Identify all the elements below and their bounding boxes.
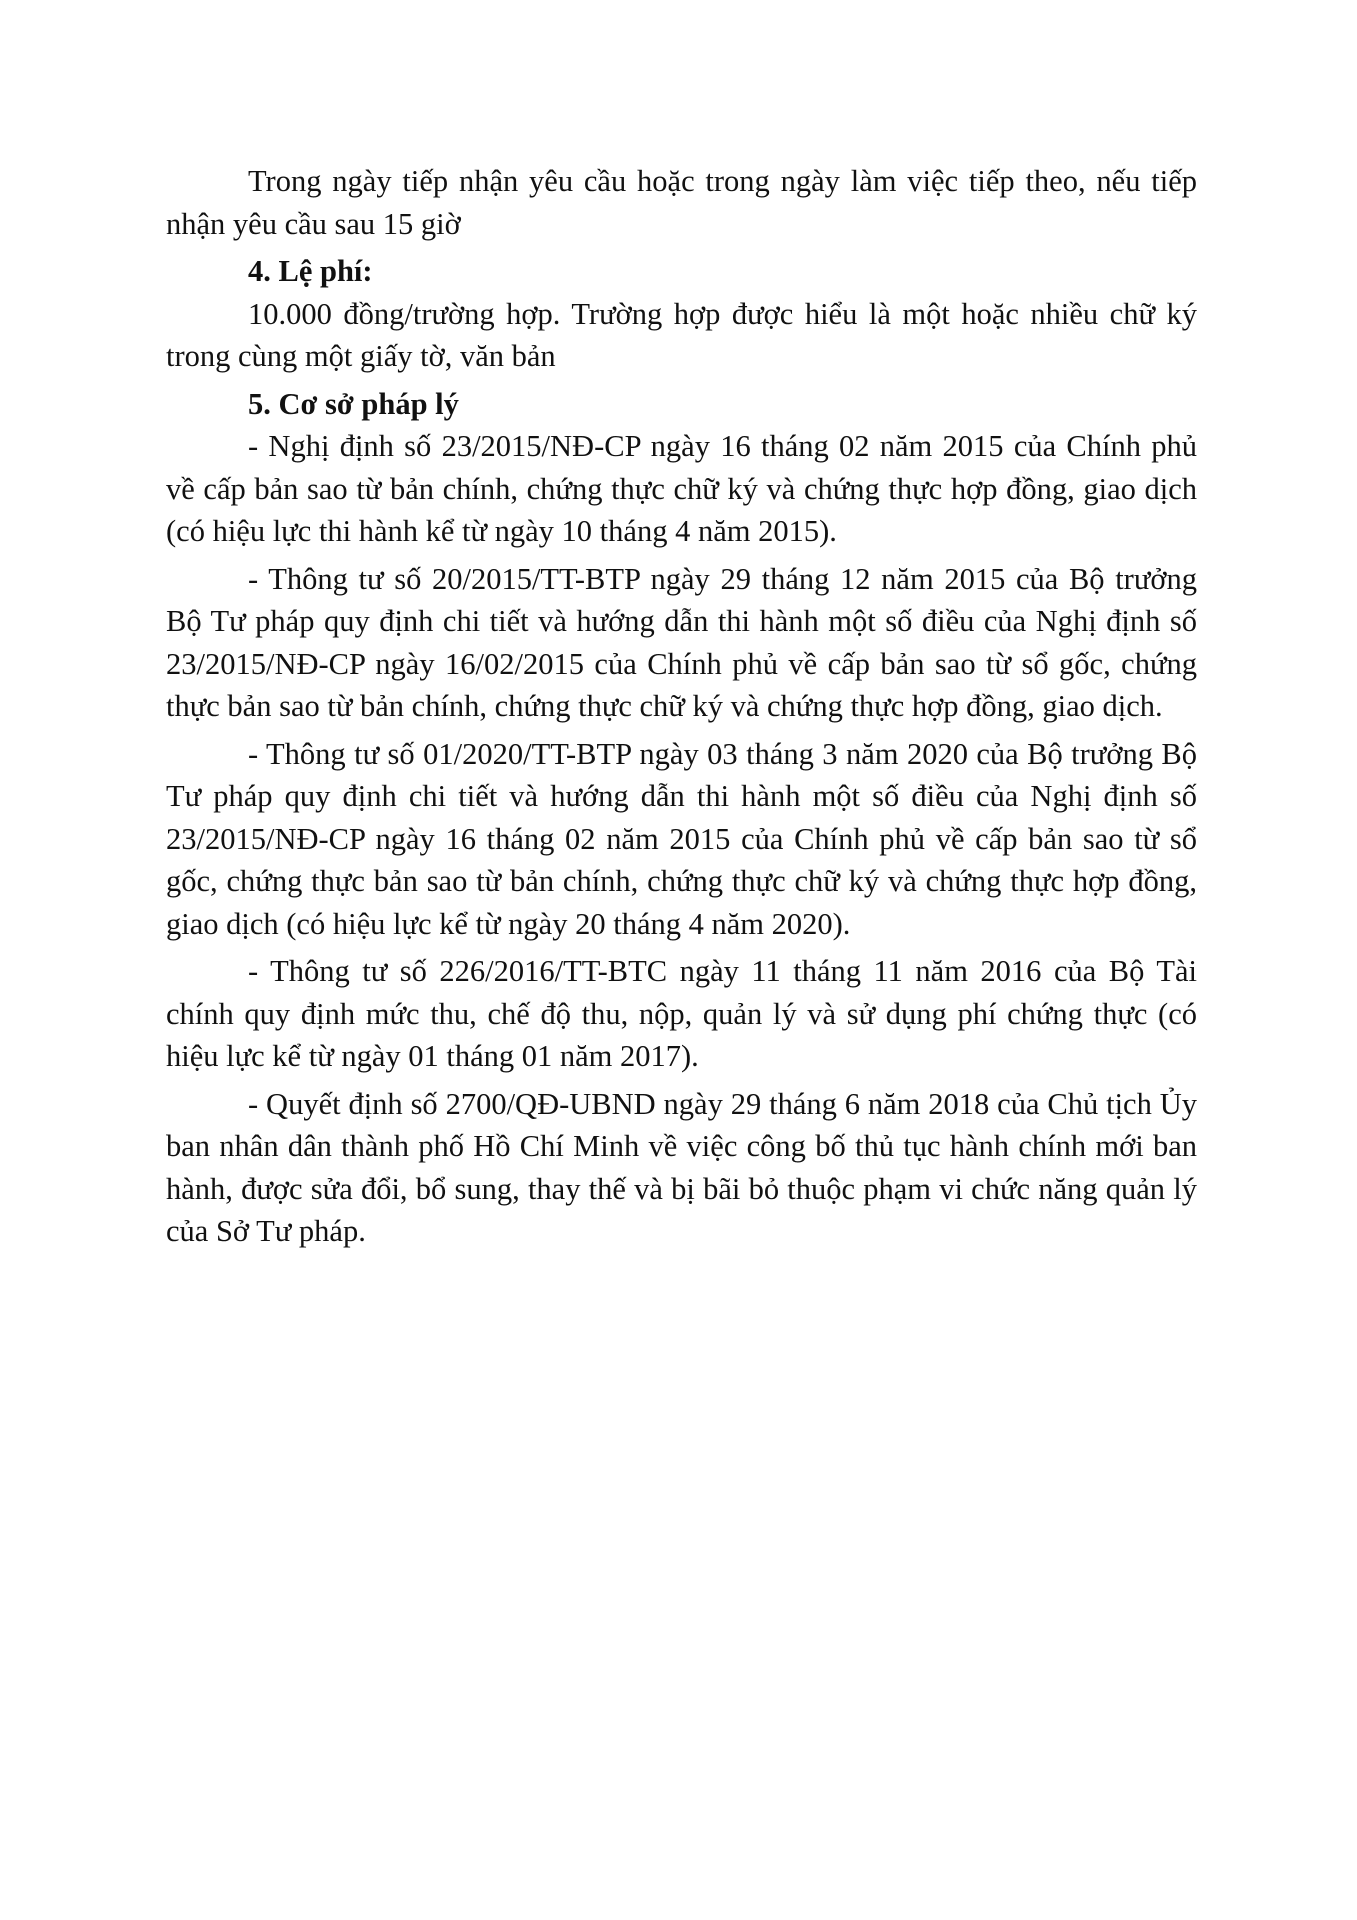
legal-basis-item-decree: - Nghị định số 23/2015/NĐ-CP ngày 16 tháng 02 năm 2015 của Chính phủ về cấp bản sao từ bản chính, chứng thực chữ ký và chứng thực hợp đồng, giao dịch (có hiệu lực thi hành kể từ ngày 10 tháng 4 năm 2015). (166, 429, 1197, 548)
document-page (166, 160, 1197, 1258)
fee-text: 10.000 đồng/trường hợp. Trường hợp được hiểu là một hoặc nhiều chữ ký trong cùng một giấy tờ, văn bản (166, 296, 1197, 373)
legal-basis-item-circular-20-2015: - Thông tư số 20/2015/TT-BTP ngày 29 tháng 12 năm 2015 của Bộ trưởng Bộ Tư pháp quy định chi tiết và hướng dẫn thi hành một số điều của Nghị định số 23/2015/NĐ-CP ngày 16/02/2015 của Chính phủ về cấp bản sao từ sổ gốc, chứng thực bản sao từ bản chính, chứng thực chữ ký và chứng thực hợp đồng, giao dịch. (166, 561, 1197, 723)
legal-basis-heading: 5. Cơ sở pháp lý (248, 386, 459, 421)
legal-basis-item-circular-01-2020: - Thông tư số 01/2020/TT-BTP ngày 03 tháng 3 năm 2020 của Bộ trưởng Bộ Tư pháp quy định chi tiết và hướng dẫn thi hành một số điều của Nghị định số 23/2015/NĐ-CP ngày 16 tháng 02 năm 2015 của Chính phủ về cấp bản sao từ sổ gốc, chứng thực bản sao từ bản chính, chứng thực chữ ký và chứng thực hợp đồng, giao dịch (có hiệu lực kể từ ngày 20 tháng 4 năm 2020). (166, 736, 1197, 941)
processing-time-text: Trong ngày tiếp nhận yêu cầu hoặc trong ngày làm việc tiếp theo, nếu tiếp nhận yêu cầu sau 15 giờ (166, 164, 1197, 241)
legal-basis-item-circular-226-2016: - Thông tư số 226/2016/TT-BTC ngày 11 tháng 11 năm 2016 của Bộ Tài chính quy định mức thu, chế độ thu, nộp, quản lý và sử dụng phí chứng thực (có hiệu lực kể từ ngày 01 tháng 01 năm 2017). (166, 954, 1197, 1073)
legal-basis-item-decision-2700: - Quyết định số 2700/QĐ-UBND ngày 29 tháng 6 năm 2018 của Chủ tịch Ủy ban nhân dân thành phố Hồ Chí Minh về việc công bố thủ tục hành chính mới ban hành, được sửa đổi, bổ sung, thay thế và bị bãi bỏ thuộc phạm vi chức năng quản lý của Sở Tư pháp. (166, 1086, 1197, 1248)
fee-heading: 4. Lệ phí: (248, 254, 373, 288)
